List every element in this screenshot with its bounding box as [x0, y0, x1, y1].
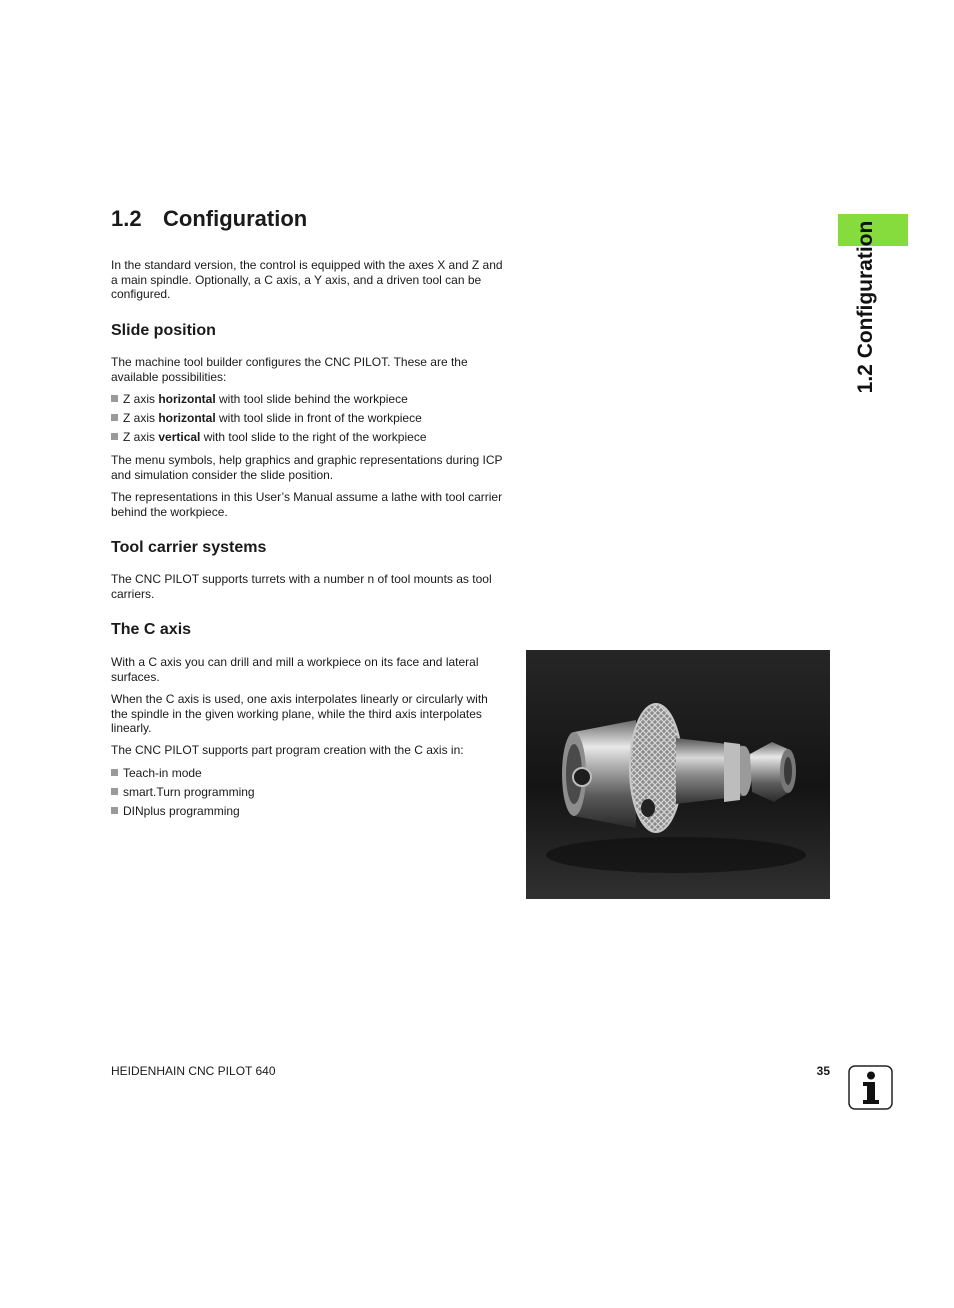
- square-bullet-icon: [111, 769, 118, 776]
- list-item: Teach-in mode: [111, 766, 202, 781]
- square-bullet-icon: [111, 414, 118, 421]
- side-tab-label: 1.2 Configuration: [854, 220, 877, 394]
- section-title: [111, 206, 307, 232]
- c-axis-paragraph: The CNC PILOT supports part program creation with the C axis in:: [111, 743, 464, 757]
- footer-manual-title: HEIDENHAIN CNC PILOT 640: [111, 1064, 276, 1078]
- c-axis-heading: The C axis: [111, 621, 192, 638]
- square-bullet-icon: [111, 788, 118, 795]
- list-item: Z axis horizontal with tool slide behind the workpiece: [111, 392, 408, 407]
- list-item: smart.Turn programming: [111, 785, 255, 800]
- tool-carrier-heading: Tool carrier systems: [111, 539, 267, 556]
- list-item: Z axis horizontal with tool slide in front of the workpiece: [111, 411, 422, 426]
- tool-carrier-paragraph: The CNC PILOT supports turrets with a number n of tool mounts as tool carriers.: [111, 572, 492, 601]
- slide-position-heading: Slide position: [111, 322, 216, 339]
- section-title-text: Configuration: [163, 206, 308, 231]
- slide-position-paragraph: The machine tool builder configures the CNC PILOT. These are the available possibilities:: [111, 355, 468, 384]
- list-item: DINplus programming: [111, 804, 240, 819]
- intro-paragraph: In the standard version, the control is equipped with the axes X and Z and a main spindle. Optionally, a C axis, a Y axis, and a driven tool can be configured.: [111, 258, 503, 301]
- c-axis-paragraph: With a C axis you can drill and mill a workpiece on its face and lateral surfaces.: [111, 655, 479, 684]
- c-axis-paragraph: When the C axis is used, one axis interpolates linearly or circularly with the spindle in the given working plane, while the third axis interpolates linearly.: [111, 692, 488, 735]
- square-bullet-icon: [111, 395, 118, 402]
- slide-position-paragraph: The menu symbols, help graphics and graphic representations during ICP and simulation consider the slide position.: [111, 453, 503, 482]
- info-icon[interactable]: [848, 1065, 893, 1110]
- section-number: 1.2: [111, 206, 142, 231]
- slide-position-paragraph: The representations in this User’s Manual assume a lathe with tool carrier behind the workpiece.: [111, 490, 503, 519]
- square-bullet-icon: [111, 807, 118, 814]
- workpiece-photo: [526, 650, 830, 899]
- list-item: Z axis vertical with tool slide to the right of the workpiece: [111, 430, 427, 445]
- side-tab: [826, 214, 906, 400]
- page-number: 35: [816, 1064, 830, 1078]
- square-bullet-icon: [111, 433, 118, 440]
